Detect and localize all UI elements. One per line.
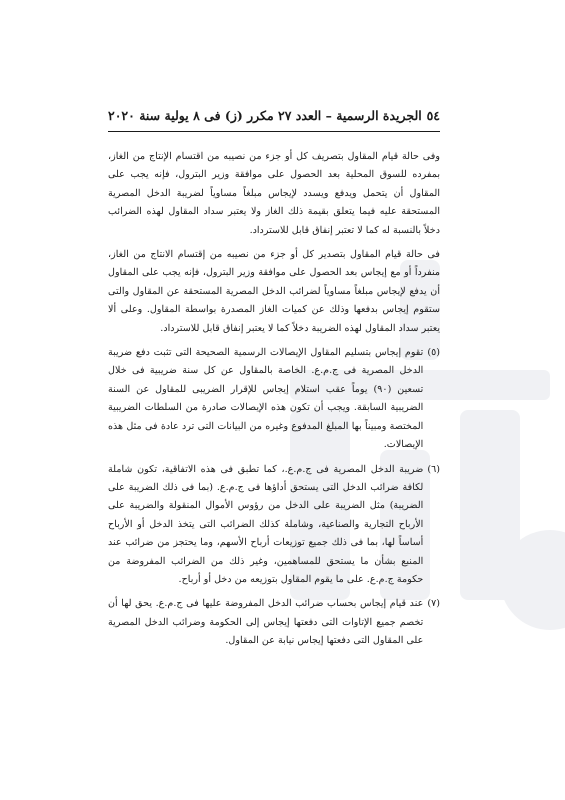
item-text: عند قيام إيجاس بحساب ضرائب الدخل المفروضة عليها فى ج.م.ع. يحق لها أن تخصم جميع الإتاوات التى دفعتها إيجاس إلى الحكومة وضرائب الدخل المصرية على المقاول التى دفعتها إيجاس نيابة عن المقاول. — [108, 598, 424, 647]
journal-title: الجريدة الرسمية – العدد ٢٧ مكرر (ز) فى ٨ يولية سنة ٢٠٢٠ — [108, 108, 422, 123]
numbered-item — [108, 344, 440, 454]
item-number: (٧) — [427, 598, 440, 610]
page-header — [108, 108, 440, 123]
paragraph: فى حالة قيام المقاول بتصدير كل أو جزء من نصيبه من إقتسام الانتاج من الغاز، منفرداً أو مع إيجاس بعد الحصول على موافقة وزير البترول، فإنه يجب على المقاول أن يدفع لإيجاس مبلغاً مساوياً لضرائب الدخل المصرية المستحقة عن المقاول والتى ستقوم إيجاس بدفعها وذلك عن كميات الغاز المصدرة بواسطة المقاول. وعلى ألا يعتبر سداد المقاول لهذه الضريبة دخلاً كما لا يعتبر إنفاق قابل للاسترداد. — [108, 249, 440, 334]
numbered-item — [108, 461, 440, 590]
page-number: ٥٤ — [426, 108, 440, 123]
document-body — [108, 148, 440, 657]
header-rule — [108, 131, 440, 132]
item-number: (٥) — [427, 347, 440, 359]
item-number: (٦) — [427, 463, 440, 475]
numbered-item — [108, 595, 440, 650]
paragraph: وفى حالة قيام المقاول بتصريف كل أو جزء من نصيبه من اقتسام الإنتاج من الغاز، بمفرده للسوق المحلية بعد الحصول على موافقة وزير البترول، فإنه يجب على المقاول أن يتحمل ويدفع ويسدد لإيجاس مبلغاً مساوياً لضريبة الدخل المصرية المستحقة عليه فيما يتعلق بقيمة ذلك الغاز ولا يعتبر سداد المقاول لهذه الضرائب دخلاً بالنسبة له كما لا تعتبر إنفاق قابل للاسترداد. — [108, 151, 440, 236]
item-text: تقوم إيجاس بتسليم المقاول الإيصالات الرسمية الصحيحة التى تثبت دفع ضريبة الدخل المصرية فى ج.م.ع. الخاصة بالمقاول عن كل سنة ضريبية فى خلال تسعين (٩٠) يوماً عقب استلام إيجاس للإقرار الضريبى للمقاول عن السنة الضريبية السابقة. ويجب أن تكون هذه الإيصالات صادرة من السلطات الضريبية المختصة ومبيناً بها المبلغ المدفوع وغيره من البيانات التى ترد عادة فى مثل هذه الإيصالات. — [108, 347, 424, 451]
item-text: ضريبة الدخل المصرية فى ج.م.ع.، كما تطبق فى هذه الاتفاقية، تكون شاملة لكافة ضرائب الدخل التى يستحق أداؤها فى ج.م.ع. (بما فى ذلك الضريبة على الضريبة) مثل الضريبة على الدخل من رؤوس الأموال المنقولة والضريبة على الأرباح التجارية والصناعية، وشاملة كذلك الضرائب التى يتخذ الدخل أو الأرباح أساساً لها، بما فى ذلك جميع توزيعات أرباح الأسهم، وما يحتجز من ضرائب عند المنبع بشأن ما يستحق للمساهمين، وغير ذلك من الضرائب المفروضة من حكومة ج.م.ع. على ما يقوم المقاول بتوزيعه من دخل أو أرباح. — [108, 463, 424, 585]
